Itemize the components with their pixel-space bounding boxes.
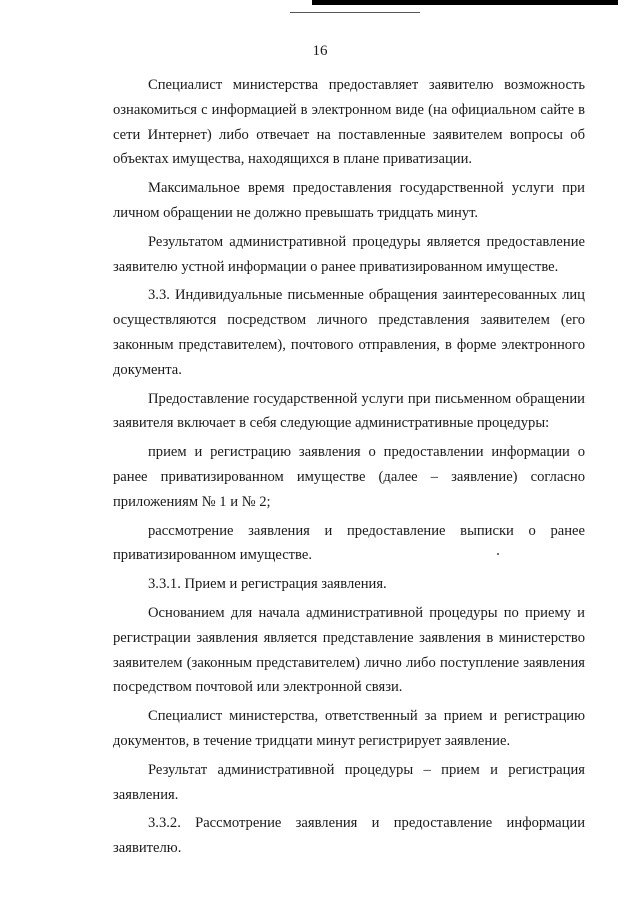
paragraph: Предоставление государственной услуги при письменном обращении заявителя включает в себя следующие административные процедуры: — [113, 390, 585, 432]
paragraph: Специалист министерства, ответственный за прием и регистрацию документов, в течение тридцати минут регистрирует заявление. — [113, 708, 585, 749]
list-item: прием и регистрацию заявления о предоставлении информации о ранее приватизированном имуществе (далее – заявление) согласно приложениям № 1 и № 2; — [113, 444, 585, 510]
top-rule — [312, 0, 618, 5]
paragraph: 3.3. Индивидуальные письменные обращения заинтересованных лиц осуществляются посредством личного представления заявителем (его законным представителем), почтового отправления, в форме электронного документа. — [113, 287, 585, 378]
paragraph: Результат административной процедуры – прием и регистрация заявления. — [113, 761, 585, 803]
paragraph: Результатом административной процедуры является предоставление заявителю устной информации о ранее приватизированном имуществе. — [113, 233, 585, 275]
document-body — [113, 73, 585, 861]
page-number: 16 — [312, 43, 328, 59]
paragraph: Максимальное время предоставления государственной услуги при личном обращении не должно превышать тридцать минут. — [113, 180, 585, 221]
paragraph: Специалист министерства предоставляет заявителю возможность ознакомиться с информацией в электронном виде (на официальном сайте в сети Интернет) либо отвечает на поставленные заявителем вопросы об объектах имущества, находящихся в плане приватизации. — [113, 77, 585, 168]
section-heading: 3.3.2. Рассмотрение заявления и предоставление информации заявителю. — [113, 815, 585, 857]
scan-speck — [497, 553, 499, 555]
paragraph: Основанием для начала административной процедуры по приему и регистрации заявления является представление заявления в министерство заявителем (законным представителем) лично либо поступление заявления посредством почтовой или электронной связи. — [113, 604, 585, 696]
top-rule-thin — [290, 12, 420, 13]
section-heading: 3.3.1. Прием и регистрация заявления. — [148, 576, 387, 593]
list-item: рассмотрение заявления и предоставление выписки о ранее приватизированном имуществе. — [113, 522, 585, 564]
